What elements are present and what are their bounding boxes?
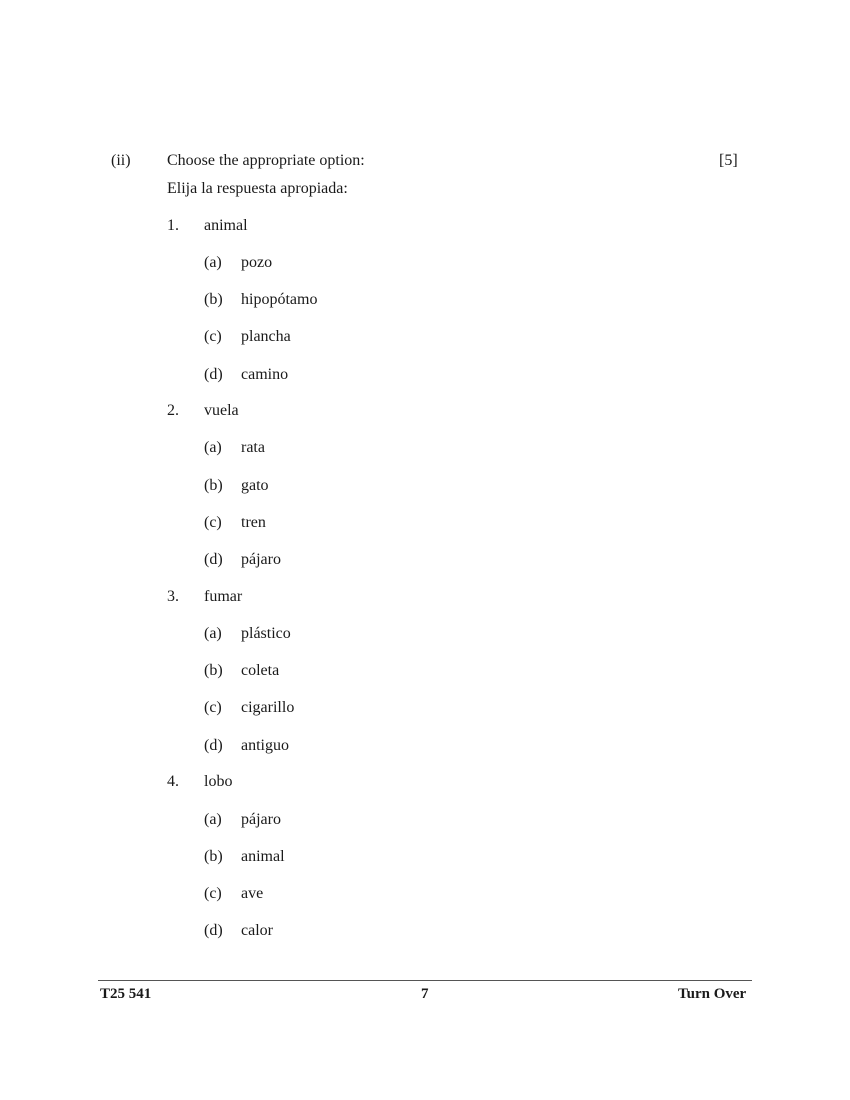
option-letter: (d) [204, 551, 223, 568]
turn-over-label: Turn Over [678, 986, 747, 1002]
page-number: 7 [421, 986, 429, 1002]
option-text: cigarillo [241, 699, 295, 716]
question-number: 1. [167, 217, 179, 234]
option-letter: (a) [204, 811, 222, 828]
question-word: fumar [204, 588, 243, 605]
option-letter: (c) [204, 699, 222, 716]
option-letter: (d) [204, 737, 223, 754]
option-letter: (d) [204, 922, 223, 939]
option-letter: (b) [204, 662, 223, 679]
question-word: animal [204, 217, 248, 234]
option-text: plancha [241, 328, 291, 345]
question-word: lobo [204, 773, 233, 790]
option-text: rata [241, 439, 265, 456]
paper-code: T25 541 [100, 986, 152, 1002]
option-letter: (c) [204, 885, 222, 902]
marks-label: [5] [719, 152, 738, 169]
option-letter: (b) [204, 848, 223, 865]
question-number: 3. [167, 588, 179, 605]
option-text: camino [241, 366, 289, 383]
question-number: 4. [167, 773, 179, 790]
option-text: antiguo [241, 737, 289, 754]
option-text: ave [241, 885, 264, 902]
option-text: pájaro [241, 811, 281, 828]
option-text: calor [241, 922, 273, 939]
option-letter: (a) [204, 254, 222, 271]
option-text: pájaro [241, 551, 281, 568]
option-text: pozo [241, 254, 273, 271]
option-letter: (b) [204, 477, 223, 494]
instruction-spanish: Elija la respuesta apropiada: [167, 180, 348, 197]
option-letter: (a) [204, 439, 222, 456]
option-letter: (d) [204, 366, 223, 383]
option-text: animal [241, 848, 285, 865]
option-text: gato [241, 477, 269, 494]
option-letter: (c) [204, 328, 222, 345]
question-word: vuela [204, 402, 239, 419]
footer-divider [98, 980, 752, 981]
instruction-english: Choose the appropriate option: [167, 152, 365, 169]
option-text: plástico [241, 625, 291, 642]
option-text: tren [241, 514, 266, 531]
option-letter: (c) [204, 514, 222, 531]
option-text: hipopótamo [241, 291, 318, 308]
option-text: coleta [241, 662, 280, 679]
question-number: 2. [167, 402, 179, 419]
option-letter: (b) [204, 291, 223, 308]
section-number: (ii) [111, 152, 131, 169]
option-letter: (a) [204, 625, 222, 642]
